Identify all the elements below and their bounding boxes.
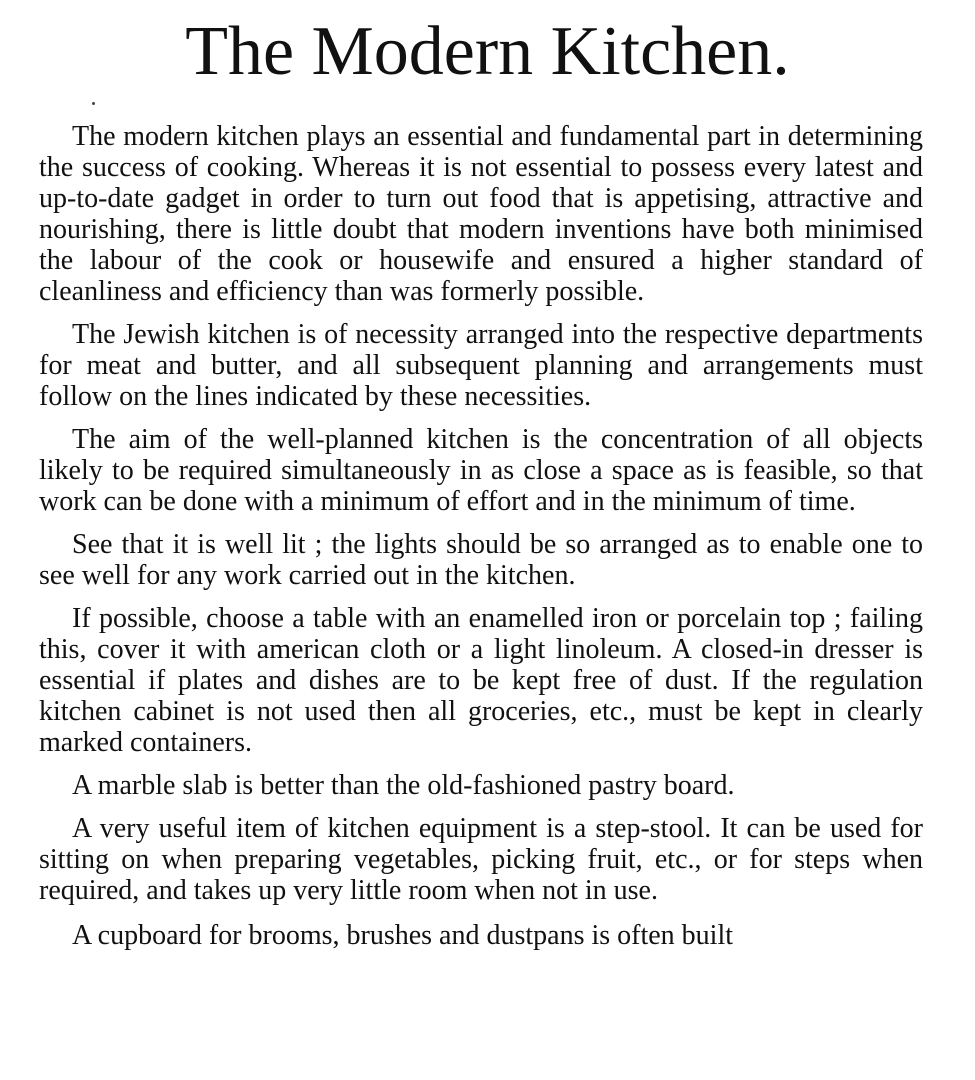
paragraph-step-stool: A very useful item of kitchen equipment is a step-stool. It can be used for sitting on when preparing vegetables, picking fruit, etc., or for steps when required, and takes up very little room when not in use. bbox=[39, 813, 923, 906]
paragraph-jewish-kitchen: The Jewish kitchen is of necessity arranged into the respective departments for meat and butter, and all subsequent planning and arrangements must follow on the lines indicated by these necessities. bbox=[39, 319, 923, 412]
paragraph-well-planned-kitchen: The aim of the well-planned kitchen is the concentration of all objects likely to be required simultaneously in as close a space as is feasible, so that work can be done with a minimum of effort and in the minimum of time. bbox=[39, 424, 923, 517]
print-speck bbox=[92, 102, 95, 105]
paragraph-modern-kitchen: The modern kitchen plays an essential and fundamental part in determining the success of cooking. Whereas it is not essential to possess every latest and up-to-date gadget in order to turn out food that is appetising, attractive and nourishing, there is little doubt that modern inventions have both minimised the labour of the cook or housewife and ensured a higher standard of cleanliness and efficiency than was formerly possible. bbox=[39, 121, 923, 307]
paragraph-lighting: See that it is well lit ; the lights should be so arranged as to enable one to see well for any work carried out in the kitchen. bbox=[39, 529, 923, 591]
paragraph-cupboard-partial: A cupboard for brooms, brushes and dustpans is often built bbox=[72, 920, 734, 951]
paragraph-marble-slab: A marble slab is better than the old-fashioned pastry board. bbox=[72, 770, 735, 801]
page-title: The Modern Kitchen. bbox=[185, 13, 790, 90]
paragraph-table-and-dresser: If possible, choose a table with an enamelled iron or porcelain top ; failing this, cover it with american cloth or a light linoleum. A closed-in dresser is essential if plates and dishes are to be kept free of dust. If the regulation kitchen cabinet is not used then all groceries, etc., must be kept in clearly marked containers. bbox=[39, 603, 923, 758]
body-text bbox=[39, 121, 923, 963]
